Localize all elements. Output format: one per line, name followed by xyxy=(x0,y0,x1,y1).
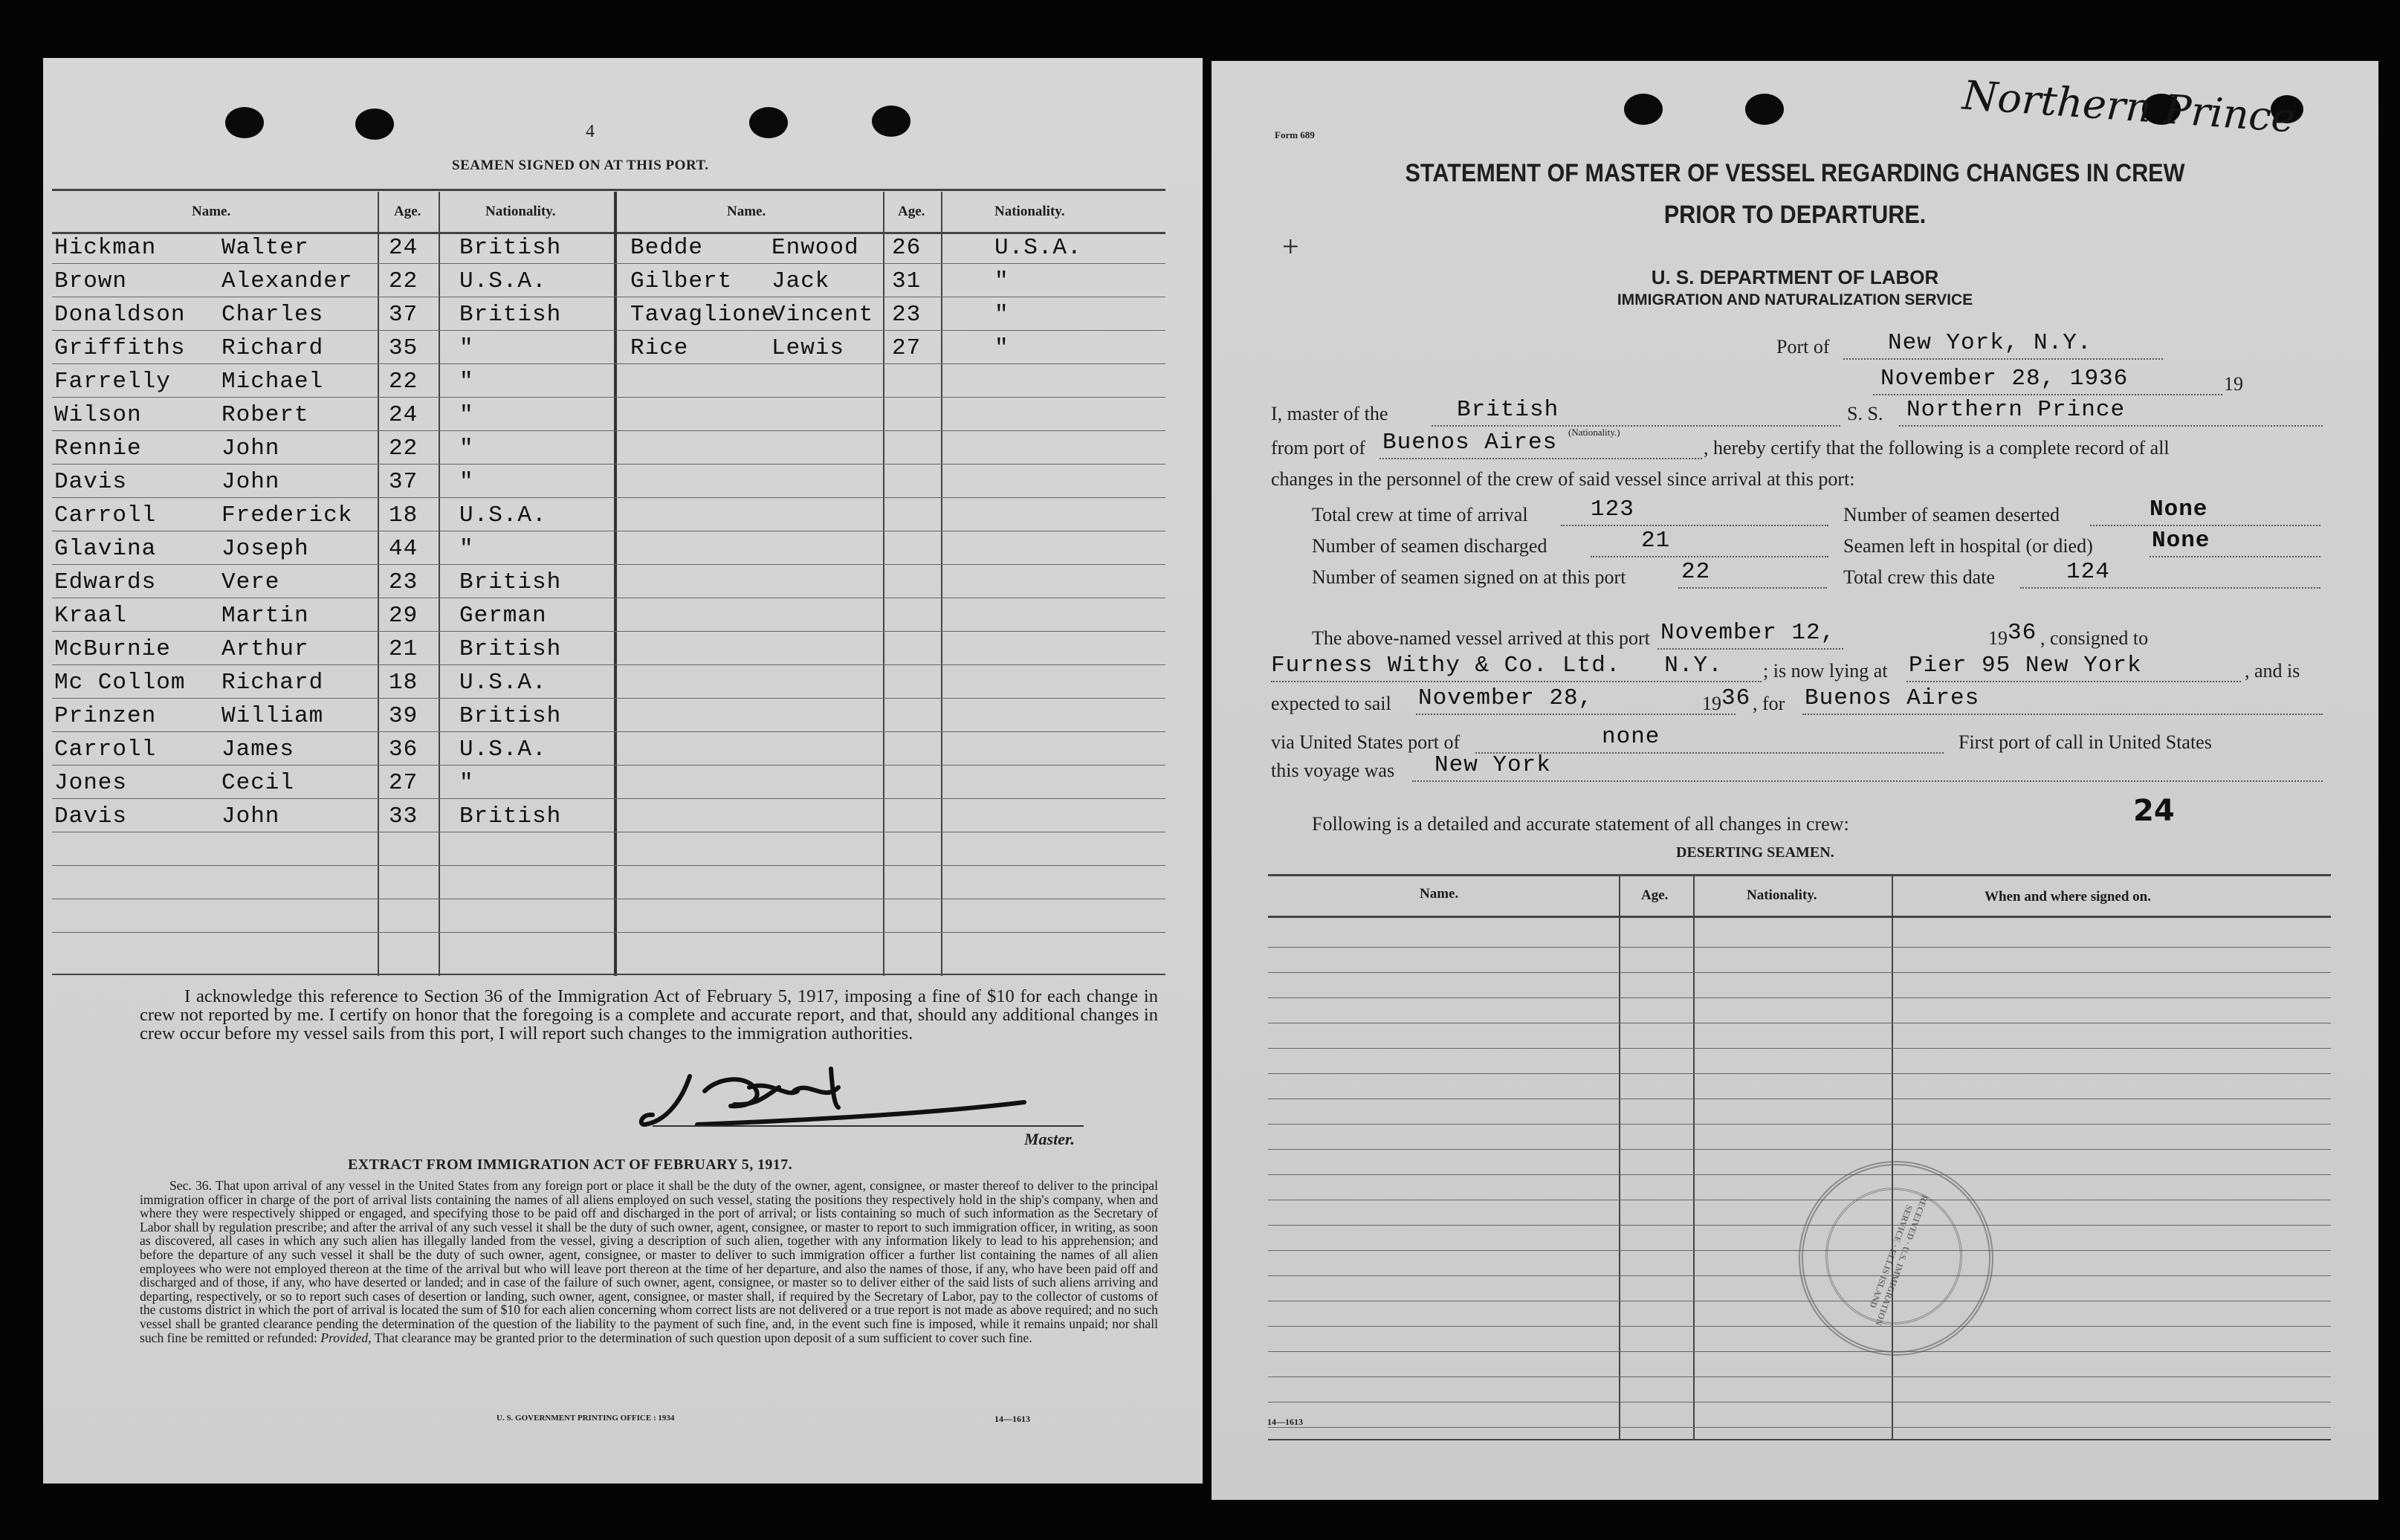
row-rule xyxy=(52,464,1165,465)
crew-cell-second: Enwood xyxy=(772,235,859,261)
crew-cell-nat: " xyxy=(994,335,1009,361)
voyage-value: New York xyxy=(1434,752,1551,778)
underline xyxy=(1561,525,1828,526)
row-rule xyxy=(1268,1326,2331,1327)
row-rule xyxy=(52,765,1165,766)
crew-cell-second: Alexander xyxy=(221,268,353,294)
stamp-text: RECEIVED · U.S. IMMIGRATION SERVICE · ELLIS ISLAND xyxy=(1867,1193,1930,1327)
ship-underline xyxy=(1899,425,2323,427)
crew-cell-age: 44 xyxy=(389,536,418,562)
crew-cell-age: 22 xyxy=(389,369,418,395)
sail-year-prefix: 19 xyxy=(1702,693,1721,714)
crew-cell-age: 27 xyxy=(892,335,922,361)
total-crew-date-value: 124 xyxy=(2066,559,2110,585)
underline xyxy=(1678,587,1827,589)
punch-hole xyxy=(355,109,394,140)
signature-line xyxy=(653,1125,1084,1127)
crew-cell-nat: British xyxy=(459,235,562,261)
table-top-rule xyxy=(52,189,1165,191)
col-divider xyxy=(1693,876,1695,1440)
page-number: 4 xyxy=(586,122,595,141)
row-rule xyxy=(1268,1174,2331,1175)
row-rule xyxy=(52,430,1165,431)
row-rule xyxy=(1268,1376,2331,1377)
hospital-label: Seamen left in hospital (or died) xyxy=(1843,535,2093,557)
col-divider xyxy=(883,192,884,976)
crew-cell-age: 31 xyxy=(892,268,922,294)
crew-cell-second: Lewis xyxy=(772,335,845,361)
crew-cell-nat: British xyxy=(459,302,562,328)
crew-cell-age: 23 xyxy=(389,569,418,595)
row-rule xyxy=(52,330,1165,331)
row-rule xyxy=(1268,972,2331,973)
crew-cell-age: 37 xyxy=(389,302,418,328)
crew-cell-age: 26 xyxy=(892,235,922,261)
arrived-value: November 12, xyxy=(1660,620,1836,646)
row-rule xyxy=(1268,1225,2331,1226)
underline xyxy=(1802,714,2323,715)
crew-cell-second: Cecil xyxy=(221,770,295,796)
col-divider-center xyxy=(614,192,617,976)
crew-cell-age: 24 xyxy=(389,402,418,428)
hospital-value: None xyxy=(2152,528,2210,554)
underline xyxy=(2020,587,2320,589)
row-rule xyxy=(52,397,1165,398)
desert-header-age: Age. xyxy=(1641,887,1669,903)
crew-cell-second: Richard xyxy=(221,335,324,361)
crew-cell-nat: " xyxy=(994,268,1009,294)
crew-cell-first: Griffiths xyxy=(54,335,186,361)
desert-header-when-where: When and where signed on. xyxy=(1985,889,2152,905)
crew-cell-first: Hickman xyxy=(54,235,157,261)
crew-cell-second: Frederick xyxy=(221,502,353,528)
nationality-caption: (Nationality.) xyxy=(1568,427,1620,438)
handwritten-number: 24 xyxy=(2133,794,2175,828)
col-divider xyxy=(378,192,379,976)
crew-cell-first: Brown xyxy=(54,268,128,294)
crew-cell-nat: U.S.A. xyxy=(459,502,547,528)
deserted-value: None xyxy=(2150,496,2208,522)
crew-cell-second: William xyxy=(221,703,324,729)
date-suffix: 19 xyxy=(2224,373,2243,395)
acknowledgement-text: I acknowledge this reference to Section 36 of the Immigration Act of February 5, 1917, imposing a fine of $10 for each change in crew not reported by me. I certify on honor that the foregoing is a complete and accurate report, and that, should any additional changes in crew occur before my vessel sails from this port, I will report such changes to the immigration authorities. xyxy=(140,986,1158,1044)
row-rule xyxy=(52,932,1165,933)
crew-cell-first: Carroll xyxy=(54,737,157,763)
pier-value: Pier 95 New York xyxy=(1909,653,2142,679)
for-text: , for xyxy=(1753,693,1785,714)
consigned-text: , consigned to xyxy=(2040,627,2149,649)
crew-cell-age: 37 xyxy=(389,469,418,495)
row-rule xyxy=(52,698,1165,699)
row-rule xyxy=(1268,1275,2331,1276)
crew-cell-age: 21 xyxy=(389,636,418,662)
right-page xyxy=(1212,61,2378,1500)
row-rule xyxy=(1268,1048,2331,1049)
crew-cell-first: Tavaglione xyxy=(630,302,777,328)
crew-cell-first: Wilson xyxy=(54,402,142,428)
col-divider xyxy=(1892,876,1893,1440)
punch-hole xyxy=(225,107,264,138)
underline xyxy=(1657,648,1843,650)
crew-cell-age: 39 xyxy=(389,703,418,729)
crew-cell-second: Joseph xyxy=(221,536,309,562)
row-rule xyxy=(1268,1149,2331,1150)
row-rule xyxy=(52,564,1165,565)
crew-cell-first: Bedde xyxy=(630,235,704,261)
crew-cell-first: Edwards xyxy=(54,569,157,595)
header-nationality: Nationality. xyxy=(485,204,556,219)
crew-cell-second: Michael xyxy=(221,369,324,395)
signed-on-value: 22 xyxy=(1681,559,1711,585)
header-nationality: Nationality. xyxy=(994,204,1065,219)
extract-body: Sec. 36. That upon arrival of any vessel in the United States from any foreign port or place it shall be the duty of the owner, agent, consignee, or master thereof to deliver to the principal immigration officer in charge of the port of arrival lists containing the names of all aliens employed on such vessel, stating the positions they respectively hold in the ship's company, when and where they were respectively shipped or engaged, and specifying those to be paid off and discharged in the port of arrival; or lists containing so much of such information as the Secretary of Labor shall by regulation prescribe; and after the arrival of any such vessel it shall be the duty of such owner, agent, consignee, or master to report to such immigration officer, in writing, as soon as discovered, all cases in which any such alien has illegally landed from the vessel, giving a description of such alien, together with any information likely to lead to his apprehension; and before the departure of any such vessel it shall be the duty of such owner, agent, consignee, or master to deliver to such immigration officer a further list containing the names of all alien employees who were not employed thereon at the time of the arrival but who will leave port thereon at the time of her departure, and also the names of those, if any, who have been paid off and discharged and of those, if any, who have deserted or landed; and in case of the failure of such owner, agent, consignee, or master so to deliver either of the said lists of such aliens arriving and departing, respectively, or so to report such cases of desertion or landing, such owner, agent, consignee, or master shall, if required by the Secretary of Labor, pay to the collector of customs of the customs district in which the port of arrival is located the sum of $10 for each alien concerning whom correct lists are not delivered or a true report is not made as above required; and no such vessel shall be granted clearance pending the determination of the question of the liability to the payment of such fine, and, in the event such fine is imposed, while it remains unpaid; nor shall such fine be remitted or refunded: xyxy=(140,1178,1158,1345)
crew-cell-nat: British xyxy=(459,636,562,662)
underline xyxy=(1271,681,1762,682)
and-is-text: , and is xyxy=(2245,660,2300,682)
port-label: Port of xyxy=(1776,336,1830,358)
expected-text: expected to sail xyxy=(1271,693,1391,714)
desert-header-name: Name. xyxy=(1420,886,1459,902)
punch-hole xyxy=(1624,94,1663,125)
table-header-rule xyxy=(52,232,1165,234)
total-crew-date-label: Total crew this date xyxy=(1843,566,1995,588)
crew-cell-nat: " xyxy=(459,369,474,395)
crew-cell-nat: British xyxy=(459,703,562,729)
crew-cell-age: 18 xyxy=(389,502,418,528)
total-crew-arrival-value: 123 xyxy=(1591,496,1634,522)
master-of-the: I, master of the xyxy=(1271,403,1388,424)
crew-cell-second: Richard xyxy=(221,670,324,696)
underline xyxy=(1591,556,1828,557)
crew-cell-first: Donaldson xyxy=(54,302,186,328)
from-port-underline xyxy=(1379,458,1702,459)
col-divider xyxy=(941,192,942,976)
nationality-underline xyxy=(1432,425,1840,427)
underline xyxy=(2150,556,2320,557)
form-code-left: 14—1613 xyxy=(994,1414,1030,1424)
underline xyxy=(2090,525,2320,526)
crew-cell-second: Martin xyxy=(221,603,309,629)
crew-cell-first: Rennie xyxy=(54,436,142,462)
via-text: via United States port of xyxy=(1271,731,1461,753)
col-divider xyxy=(439,192,440,976)
crew-cell-first: Jones xyxy=(54,770,128,796)
header-age: Age. xyxy=(898,204,925,219)
crew-cell-second: John xyxy=(221,803,280,829)
extract-title: EXTRACT FROM IMMIGRATION ACT OF FEBRUARY 5, 1917. xyxy=(348,1156,792,1173)
crew-cell-age: 33 xyxy=(389,803,418,829)
nationality-value: British xyxy=(1457,397,1559,423)
table-bottom-rule xyxy=(52,974,1165,975)
crew-cell-second: Charles xyxy=(221,302,324,328)
crew-cell-nat: " xyxy=(459,770,474,796)
consignee-value: Furness Withy & Co. Ltd. N.Y. xyxy=(1271,653,1723,679)
underline xyxy=(1416,714,1736,715)
extract-text xyxy=(140,1179,1158,1345)
row-rule xyxy=(52,798,1165,799)
row-rule xyxy=(52,865,1165,866)
section-title: SEAMEN SIGNED ON AT THIS PORT. xyxy=(452,158,709,173)
crew-cell-second: Vincent xyxy=(772,302,874,328)
punch-hole xyxy=(1745,94,1784,125)
crew-cell-second: John xyxy=(221,469,280,495)
department-name: U. S. DEPARTMENT OF LABOR xyxy=(1651,266,1939,288)
crew-cell-first: Carroll xyxy=(54,502,157,528)
crew-cell-nat: " xyxy=(459,536,474,562)
deserted-label: Number of seamen deserted xyxy=(1843,504,2060,525)
crew-cell-age: 35 xyxy=(389,335,418,361)
destination-value: Buenos Aires xyxy=(1805,685,1980,711)
crew-cell-nat: " xyxy=(459,469,474,495)
crew-cell-first: Farrelly xyxy=(54,369,171,395)
sail-value: November 28, xyxy=(1418,685,1594,711)
crew-cell-first: Kraal xyxy=(54,603,128,629)
port-underline xyxy=(1843,358,2163,360)
master-signature xyxy=(638,1061,1054,1143)
row-rule xyxy=(1268,947,2331,948)
arrived-year: 36 xyxy=(2008,620,2037,646)
deserting-title: DESERTING SEAMEN. xyxy=(1676,844,1834,861)
changes-text: changes in the personnel of the crew of said vessel since arrival at this port: xyxy=(1271,468,1855,490)
col-divider xyxy=(1619,876,1620,1440)
date-underline xyxy=(1873,394,2222,395)
crew-cell-second: James xyxy=(221,737,295,763)
crew-cell-age: 29 xyxy=(389,603,418,629)
ss-label: S. S. xyxy=(1847,403,1883,424)
crew-cell-nat: " xyxy=(459,402,474,428)
master-label: Master. xyxy=(1024,1130,1075,1148)
row-rule xyxy=(1268,1427,2331,1428)
crew-cell-nat: U.S.A. xyxy=(994,235,1082,261)
crew-cell-age: 36 xyxy=(389,737,418,763)
crew-cell-second: Vere xyxy=(221,569,280,595)
crew-cell-nat: British xyxy=(459,803,562,829)
form-number: Form 689 xyxy=(1275,129,1315,140)
crew-cell-second: Jack xyxy=(772,268,830,294)
crew-cell-nat: German xyxy=(459,603,547,629)
punch-hole xyxy=(872,106,910,137)
crew-cell-second: John xyxy=(221,436,280,462)
form-title-line1: STATEMENT OF MASTER OF VESSEL REGARDING CHANGES IN CREW xyxy=(1405,159,2185,187)
crew-cell-nat: " xyxy=(994,302,1009,328)
crew-cell-age: 27 xyxy=(389,770,418,796)
arrived-text: The above-named vessel arrived at this port xyxy=(1312,627,1650,649)
row-rule xyxy=(1268,1073,2331,1074)
crew-cell-first: Prinzen xyxy=(54,703,157,729)
voyage-text: this voyage was xyxy=(1271,760,1395,781)
form-code-right: 14—1613 xyxy=(1267,1417,1303,1427)
table-bottom-rule xyxy=(1268,1439,2331,1440)
underline xyxy=(1906,681,2241,682)
desert-header-nationality: Nationality. xyxy=(1747,887,1817,903)
crew-cell-first: Gilbert xyxy=(630,268,733,294)
row-rule xyxy=(52,497,1165,498)
row-rule xyxy=(52,731,1165,732)
extract-proviso: Provided, xyxy=(320,1330,372,1345)
via-value: none xyxy=(1602,724,1660,750)
header-name: Name. xyxy=(727,204,766,219)
crew-cell-first: Davis xyxy=(54,469,128,495)
crew-cell-first: McBurnie xyxy=(54,636,171,662)
header-name: Name. xyxy=(192,204,231,219)
crew-cell-nat: U.S.A. xyxy=(459,737,547,763)
crew-cell-age: 22 xyxy=(389,436,418,462)
crew-cell-age: 23 xyxy=(892,302,922,328)
crew-cell-nat: " xyxy=(459,436,474,462)
crew-cell-age: 22 xyxy=(389,268,418,294)
arrived-year-prefix: 19 xyxy=(1988,627,2008,649)
form-title-line2: PRIOR TO DEPARTURE. xyxy=(1663,201,1927,229)
crew-cell-nat: U.S.A. xyxy=(459,268,547,294)
crew-cell-age: 18 xyxy=(389,670,418,696)
lying-text: ; is now lying at xyxy=(1763,660,1888,682)
table-top-rule xyxy=(1268,874,2331,876)
row-rule xyxy=(52,263,1165,264)
date-value: November 28, 1936 xyxy=(1880,366,2129,392)
punch-hole xyxy=(749,107,788,138)
ship-value: Northern Prince xyxy=(1906,397,2126,423)
port-value: New York, N.Y. xyxy=(1888,330,2092,356)
certify-text: , hereby certify that the following is a complete record of all xyxy=(1704,437,2170,459)
row-rule xyxy=(52,363,1165,364)
crew-cell-first: Glavina xyxy=(54,536,157,562)
extract-body-end: That clearance may be granted prior to the determination of such question upon deposit of a sum sufficient to cover such fine. xyxy=(374,1330,1032,1345)
crew-cell-second: Walter xyxy=(221,235,309,261)
crew-cell-first: Rice xyxy=(630,335,689,361)
crew-cell-second: Arthur xyxy=(221,636,309,662)
sail-year: 36 xyxy=(1721,685,1751,711)
total-crew-arrival-label: Total crew at time of arrival xyxy=(1312,504,1528,525)
row-rule xyxy=(1268,997,2331,998)
left-page xyxy=(43,58,1203,1484)
from-port-value: Buenos Aires xyxy=(1382,430,1558,456)
from-port-label: from port of xyxy=(1271,437,1366,459)
handwritten-ship-name: Northern Prince xyxy=(1961,71,2297,142)
crew-cell-first: Mc Collom xyxy=(54,670,186,696)
row-rule xyxy=(52,631,1165,632)
crew-cell-second: Robert xyxy=(221,402,309,428)
crew-cell-nat: " xyxy=(459,335,474,361)
received-stamp xyxy=(1799,1161,1993,1356)
crew-cell-nat: British xyxy=(459,569,562,595)
signed-on-label: Number of seamen signed on at this port xyxy=(1312,566,1626,588)
row-rule xyxy=(1268,1124,2331,1125)
row-rule xyxy=(52,664,1165,665)
crew-cell-age: 24 xyxy=(389,235,418,261)
printer-line: U. S. GOVERNMENT PRINTING OFFICE : 1934 xyxy=(497,1414,675,1423)
following-text: Following is a detailed and accurate statement of all changes in crew: xyxy=(1312,813,1849,835)
crew-cell-first: Davis xyxy=(54,803,128,829)
header-age: Age. xyxy=(394,204,421,219)
service-name: IMMIGRATION AND NATURALIZATION SERVICE xyxy=(1617,291,1973,308)
discharged-value: 21 xyxy=(1641,528,1671,554)
table-header-rule xyxy=(1268,916,2331,918)
row-rule xyxy=(1268,1351,2331,1352)
underline xyxy=(1412,780,2323,782)
first-port-text: First port of call in United States xyxy=(1959,731,2212,753)
crew-cell-nat: U.S.A. xyxy=(459,670,547,696)
discharged-label: Number of seamen discharged xyxy=(1312,535,1547,557)
check-mark: + xyxy=(1282,230,1299,263)
